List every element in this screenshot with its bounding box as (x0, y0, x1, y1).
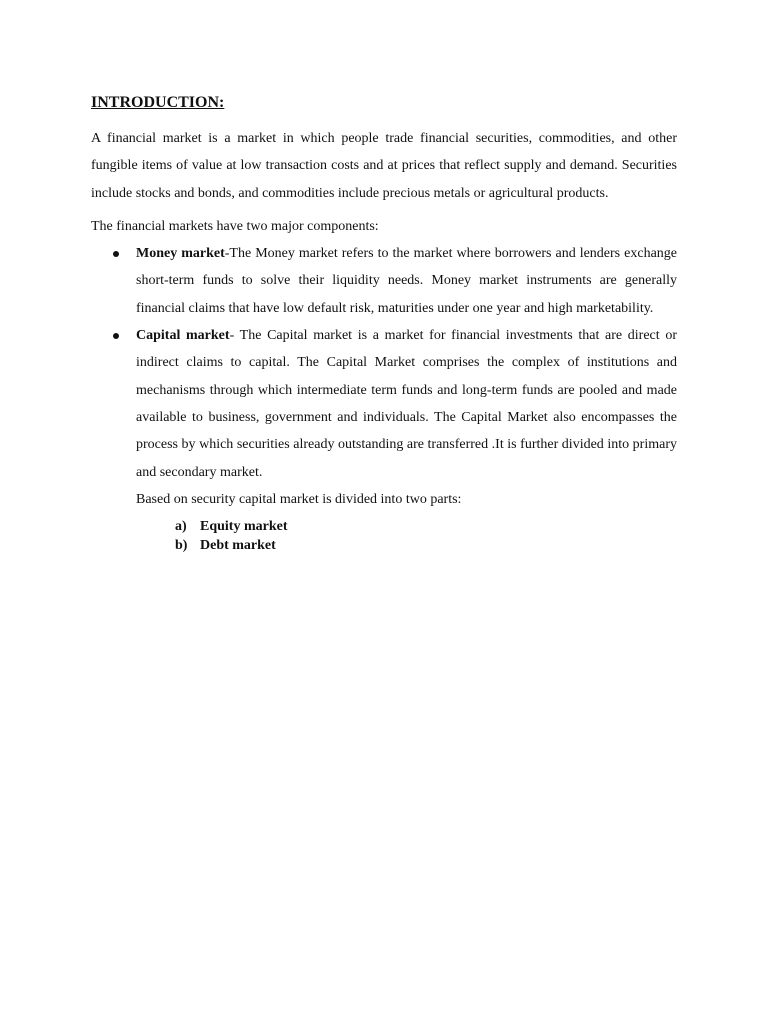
term-description: -The Money market refers to the market where borrowers and lenders exchange short-term funds to solve their liquidity needs. Money market instruments are generally financial claims that have low default risk, maturities under one year and high marketability. (136, 246, 677, 316)
list-item-capital-market (91, 322, 677, 486)
list-item-text (136, 240, 677, 322)
capital-parts-intro: Based on security capital market is divided into two parts: (136, 491, 462, 507)
bullet-icon (113, 251, 119, 257)
intro-paragraph: A financial market is a market in which people trade financial securities, commodities, and other fungible items of value at low transaction costs and at prices that reflect supply and demand. Securities include stocks and bonds, and commodities include precious metals or agricultural products. (91, 131, 677, 201)
page-heading: INTRODUCTION: (91, 94, 225, 111)
components-list (91, 240, 677, 486)
list-item-label: Equity market (200, 519, 288, 535)
document-page (91, 92, 677, 555)
list-marker: b) (175, 538, 188, 554)
bullet-icon (113, 333, 119, 339)
list-item-text (136, 322, 677, 486)
list-item-equity-market (175, 517, 677, 536)
list-item-money-market (91, 240, 677, 322)
term-description: - The Capital market is a market for financial investments that are direct or indirect claims to capital. The Capital Market comprises the complex of institutions and mechanisms through which intermediate term funds and long-term funds are pooled and made available to business, government and individuals. The Capital Market also encompasses the process by which securities already outstanding are transferred .It is further divided into primary and secondary market. (136, 328, 677, 480)
term-label: Capital market (136, 328, 230, 344)
list-marker: a) (175, 519, 187, 535)
list-item-label: Debt market (200, 538, 276, 554)
components-intro: The financial markets have two major components: (91, 218, 379, 234)
capital-parts-list (175, 517, 677, 555)
list-item-debt-market (175, 536, 677, 555)
term-label: Money market (136, 246, 225, 262)
